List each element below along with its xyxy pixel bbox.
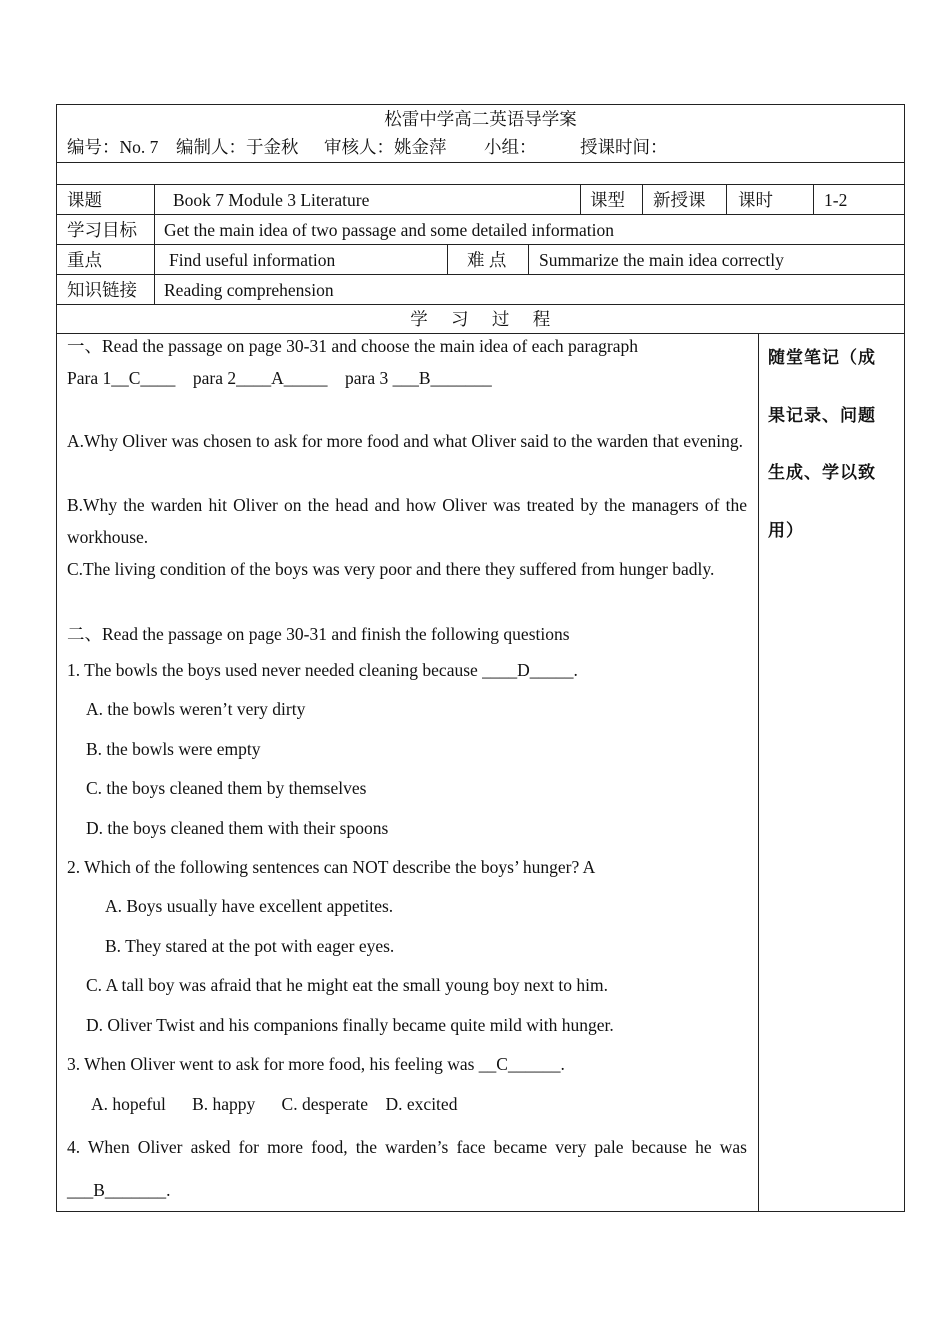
key-point-label: 重点	[67, 250, 102, 270]
question-stem: 3. When Oliver went to ask for more food, his feeling was __C______.	[67, 1054, 565, 1074]
answer-option: D. Oliver Twist and his companions finally became quite mild with hunger.	[86, 1015, 614, 1035]
number-label: 编号：No. 7	[67, 137, 159, 157]
answer-option: C. the boys cleaned them by themselves	[86, 778, 367, 798]
notes-line: 随堂笔记（成	[768, 348, 876, 368]
notes-line: 生成、学以致	[768, 463, 876, 483]
objective-value: Get the main idea of two passage and some detailed information	[164, 220, 615, 240]
topic-value: Book 7 Module 3 Literature	[173, 190, 370, 210]
divider	[56, 162, 905, 163]
type-value: 新授课	[653, 190, 706, 210]
column-divider	[580, 184, 581, 214]
group-label: 小组：	[484, 137, 537, 157]
objective-label: 学习目标	[67, 220, 137, 240]
main-idea-option-b: B.Why the warden hit Oliver on the head and how Oliver was treated by the managers of the workhouse.	[67, 495, 747, 547]
column-divider	[447, 244, 448, 274]
answer-option: D. the boys cleaned them with their spoons	[86, 818, 389, 838]
hours-value: 1-2	[824, 190, 848, 210]
divider	[56, 214, 905, 215]
reviewer-label: 审核人：姚金萍	[324, 137, 447, 157]
process-heading: 学 习 过 程	[410, 309, 551, 329]
column-divider	[154, 184, 155, 304]
editor-label: 编制人：于金秋	[176, 137, 299, 157]
key-point-value: Find useful information	[169, 250, 336, 270]
type-label: 课型	[590, 190, 625, 210]
main-idea-option-a: A.Why Oliver was chosen to ask for more food and what Oliver said to the warden that evening.	[67, 431, 743, 451]
column-divider	[642, 184, 643, 214]
notes-column	[768, 330, 898, 560]
section1-answers: Para 1__C____ para 2____A_____ para 3 ___B_______	[67, 368, 492, 388]
column-divider	[726, 184, 727, 214]
divider	[56, 184, 905, 185]
notes-column-divider	[758, 333, 759, 1212]
notes-line: 果记录、问题	[768, 405, 876, 426]
question-stem: 4. When Oliver asked for more food, the warden’s face became very pale because he was ___B_______.	[67, 1137, 747, 1200]
notes-line: 用）	[768, 520, 804, 541]
answer-option: A. the bowls weren’t very dirty	[86, 699, 306, 719]
section2-instruction: 二、Read the passage on page 30-31 and finish the following questions	[67, 624, 570, 644]
answer-option: A. Boys usually have excellent appetites.	[105, 896, 394, 916]
column-divider	[813, 184, 814, 214]
knowledge-link-value: Reading comprehension	[164, 280, 334, 300]
time-label: 授课时间：	[580, 137, 668, 157]
answer-option: C. A tall boy was afraid that he might eat the small young boy next to him.	[86, 975, 609, 995]
difficulty-label: 难 点	[467, 250, 507, 270]
answer-option: B. the bowls were empty	[86, 739, 261, 759]
question-stem: 2. Which of the following sentences can NOT describe the boys’ hunger? A	[67, 857, 596, 877]
difficulty-value: Summarize the main idea correctly	[539, 250, 784, 270]
section1-instruction: 一、Read the passage on page 30-31 and choose the main idea of each paragraph	[67, 336, 638, 356]
knowledge-link-label: 知识链接	[67, 280, 137, 300]
divider	[56, 244, 905, 245]
question-stem: 1. The bowls the boys used never needed cleaning because ____D_____.	[67, 660, 578, 680]
divider	[56, 274, 905, 275]
hours-label: 课时	[738, 190, 773, 210]
answer-option: B. They stared at the pot with eager eyes.	[105, 936, 395, 956]
main-idea-option-c: C.The living condition of the boys was very poor and there they suffered from hunger badly.	[67, 559, 715, 579]
answer-options-row: A. hopeful B. happy C. desperate D. excited	[91, 1094, 458, 1114]
school-title: 松雷中学高二英语导学案	[384, 109, 577, 129]
topic-label: 课题	[67, 190, 102, 210]
column-divider	[528, 244, 529, 274]
